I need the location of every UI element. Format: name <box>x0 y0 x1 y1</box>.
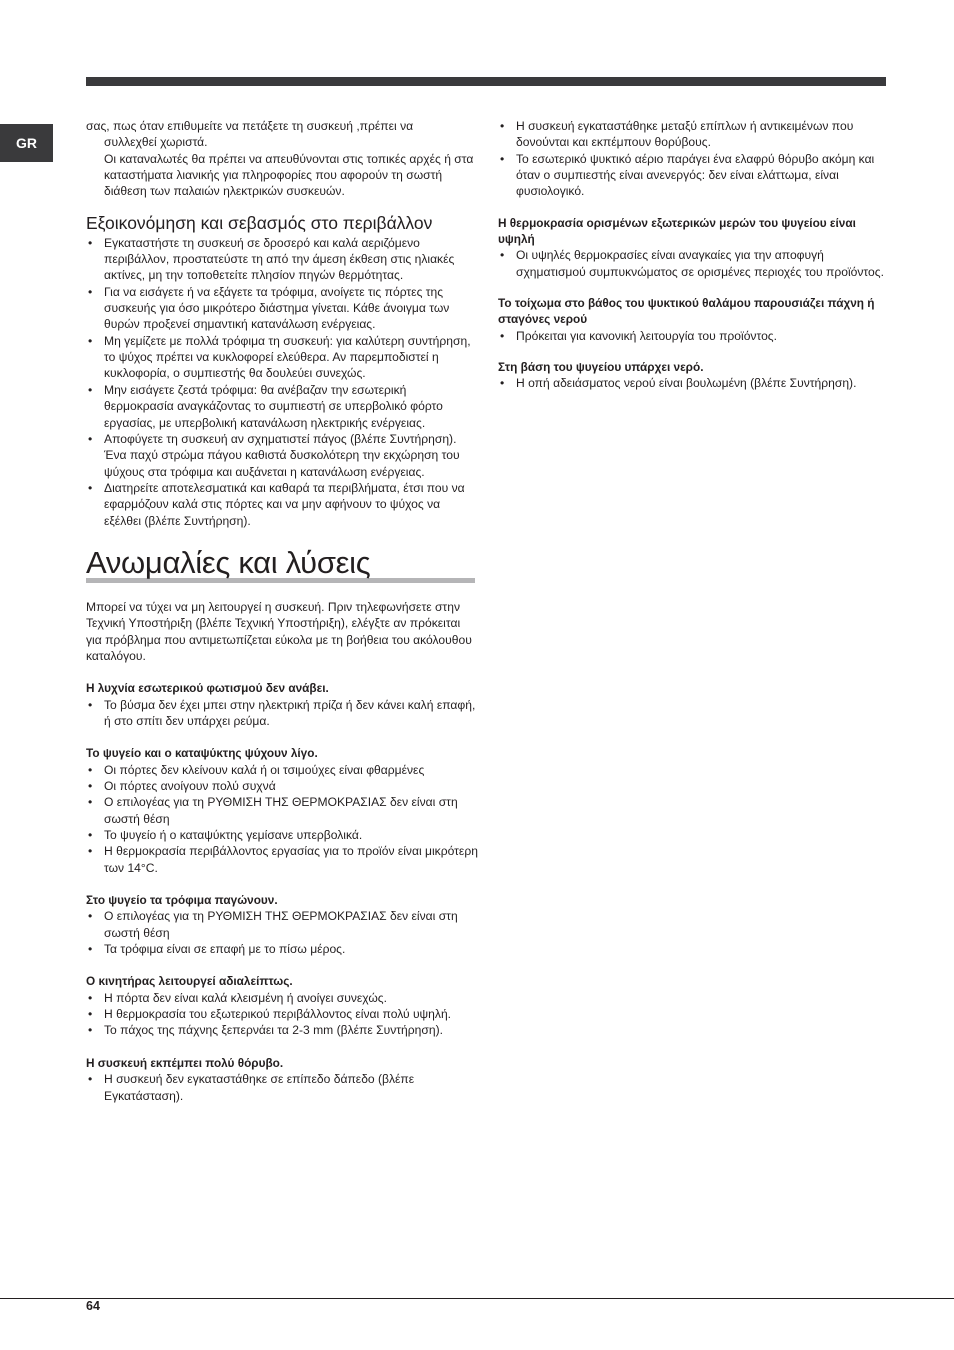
problem-title: Το ψυγείο και ο καταψύκτης ψύχουν λίγο. <box>86 746 318 761</box>
list-item: • Το πάχος της πάχνης ξεπερνάει τα 2-3 mm (βλέπε Συντήρηση). <box>86 1022 478 1038</box>
page-number: 64 <box>86 1299 100 1313</box>
solution-list <box>86 1071 478 1104</box>
problem-title: Στη βάση του ψυγείου υπάρχει νερό. <box>498 360 704 375</box>
list-item: • Αποφύγετε τη συσκευή αν σχηματιστεί πάγος (βλέπε Συντήρηση). Ένα παχύ στρώμα πάγου καθιστά δυσκολότερη την εκχώρηση του ψύχους στα τρόφιμα και αυξάνεται η κατανάλωση ενέργειας. <box>86 431 478 480</box>
list-item: • Εγκαταστήστε τη συσκευή σε δροσερό και καλά αεριζόμενο περιβάλλον, προστατεύστε τη από την άμεση έκθεση στις ηλιακές ακτίνες, μη την τοποθετείτε πλησίον πηγών θερμότητας. <box>86 235 478 284</box>
eco-list <box>86 235 478 529</box>
list-item: • Το βύσμα δεν έχει μπει στην ηλεκτρική πρίζα ή δεν κάνει καλή επαφή, ή στο σπίτι δεν υπάρχει ρεύμα. <box>86 697 478 730</box>
eco-heading: Εξοικονόμηση και σεβασμός στο περιβάλλον <box>86 212 433 233</box>
troubleshooting-heading: Ανωμαλίες και λύσεις <box>86 544 371 580</box>
list-item: • Πρόκειται για κανονική λειτουργία του προϊόντος. <box>498 328 890 344</box>
list-item: • Οι πόρτες δεν κλείνουν καλά ή οι τσιμούχες είναι φθαρμένες <box>86 762 478 778</box>
problem-title: Ο κινητήρας λειτουργεί αδιαλείπτως. <box>86 974 293 989</box>
problem-title: Η συσκευή εκπέμπει πολύ θόρυβο. <box>86 1055 284 1070</box>
problem-title: Το τοίχωμα στο βάθος του ψυκτικού θαλάμου παρουσιάζει πάχνη ή σταγόνες νερού <box>498 296 875 327</box>
list-item: • Η πόρτα δεν είναι καλά κλεισμένη ή ανοίγει συνεχώς. <box>86 990 478 1006</box>
list-item: • Η θερμοκρασία περιβάλλοντος εργασίας για το προϊόν είναι μικρότερη των 14°C. <box>86 843 478 876</box>
solution-list <box>86 762 478 876</box>
solution-list <box>498 247 890 280</box>
disposal-paragraph: Οι καταναλωτές θα πρέπει να απευθύνονται στις τοπικές αρχές ή στα καταστήματα λιανικής για πληροφορίες που αφορούν τη σωστή διάθεση των παλαιών ηλεκτρικών συσκευών. <box>104 151 474 199</box>
list-item: • Οι υψηλές θερμοκρασίες είναι αναγκαίες για την αποφυγή σχηματισμού συμπυκνώματος σε ορισμένες περιοχές του προϊόντος. <box>498 247 890 280</box>
list-item: • Μη γεμίζετε με πολλά τρόφιμα τη συσκευή: για καλύτερη συντήρηση, το ψύχος πρέπει να κυκλοφορεί ελεύθερα. Αν παρεμποδιστεί η κυκλοφορία, ο συμπιεστής θα δουλεύει συνεχώς. <box>86 333 478 382</box>
solution-list <box>86 697 478 730</box>
list-item: • Για να εισάγετε ή να εξάγετε τα τρόφιμα, ανοίγετε τις πόρτες της συσκευής για όσο μικρότερο διάστημα γίνεται. Κάθε άνοιγμα των θυρών προξενεί σημαντική κατανάλωση ενέργειας. <box>86 284 478 333</box>
continued-text-line: σας, πως όταν επιθυμείτε να πετάξετε τη συσκευή ,πρέπει να <box>86 119 414 133</box>
solution-list <box>498 328 890 344</box>
list-item: • Μην εισάγετε ζεστά τρόφιμα: θα ανέβαζαν την εσωτερική θερμοκρασία αναγκάζοντας το συμπιεστή σε υπερβολικό φόρτο εργασίας, με υπερβολική κατανάλωση ηλεκτρικής ενέργειας. <box>86 382 478 431</box>
list-item: • Ο επιλογέας για τη ΡΥΘΜΙΣΗ ΤΗΣ ΘΕΡΜΟΚΡΑΣΙΑΣ δεν είναι στη σωστή θέση <box>86 908 478 941</box>
language-tab: GR <box>0 124 53 162</box>
list-item: • Η συσκευή εγκαταστάθηκε μεταξύ επίπλων ή αντικειμένων που δονούνται και εκπέμπουν θορύβους. <box>498 118 890 151</box>
list-item: • Ο επιλογέας για τη ΡΥΘΜΙΣΗ ΤΗΣ ΘΕΡΜΟΚΡΑΣΙΑΣ δεν είναι στη σωστή θέση <box>86 794 478 827</box>
continued-text-line: συλλεχθεί χωριστά. <box>104 135 208 150</box>
list-item: • Το ψυγείο ή ο καταψύκτης γεμίσανε υπερβολικά. <box>86 827 478 843</box>
problem-title: Στο ψυγείο τα τρόφιμα παγώνουν. <box>86 893 278 908</box>
list-item: • Διατηρείτε αποτελεσματικά και καθαρά τα περιβλήματα, έτσι που να εφαρμόζουν καλά στις πόρτες και να μην αφήνουν το ψύχος να εξέλθει (βλέπε Συντήρηση). <box>86 480 478 529</box>
left-column <box>86 118 478 1104</box>
list-item: • Το εσωτερικό ψυκτικό αέριο παράγει ένα ελαφρύ θόρυβο ακόμη και όταν ο συμπιεστής είναι ανενεργός: δεν είναι ελάττωμα, είναι φυσιολογικό. <box>498 151 890 200</box>
troubleshooting-intro: Μπορεί να τύχει να μη λειτουργεί η συσκευή. Πριν τηλεφωνήσετε στην Τεχνική Υποστήριξη (βλέπε Τεχνική Υποστήριξη), ελέγξτε αν πρόκειται για πρόβλημα που αντιμετωπίζεται εύκολα με τη βοήθεια του ακόλουθου καταλόγου. <box>86 599 472 663</box>
list-item: • Τα τρόφιμα είναι σε επαφή με το πίσω μέρος. <box>86 941 478 957</box>
list-item: • Η οπή αδειάσματος νερού είναι βουλωμένη (βλέπε Συντήρηση). <box>498 375 890 391</box>
noise-causes-list <box>498 118 890 200</box>
list-item: • Η θερμοκρασία του εξωτερικού περιβάλλοντος είναι πολύ υψηλή. <box>86 1006 478 1022</box>
header-bar <box>86 77 886 86</box>
right-column <box>498 118 890 392</box>
solution-list <box>86 908 478 957</box>
solution-list <box>86 990 478 1039</box>
list-item: • Οι πόρτες ανοίγουν πολύ συχνά <box>86 778 478 794</box>
problem-title: Η λυχνία εσωτερικού φωτισμού δεν ανάβει. <box>86 681 329 696</box>
solution-list <box>498 375 890 391</box>
footer-rule <box>0 1298 954 1299</box>
problem-title: Η θερμοκρασία ορισμένων εξωτερικών μερών του ψυγείου είναι υψηλή <box>498 215 856 247</box>
list-item: • Η συσκευή δεν εγκαταστάθηκε σε επίπεδο δάπεδο (βλέπε Εγκατάσταση). <box>86 1071 478 1104</box>
